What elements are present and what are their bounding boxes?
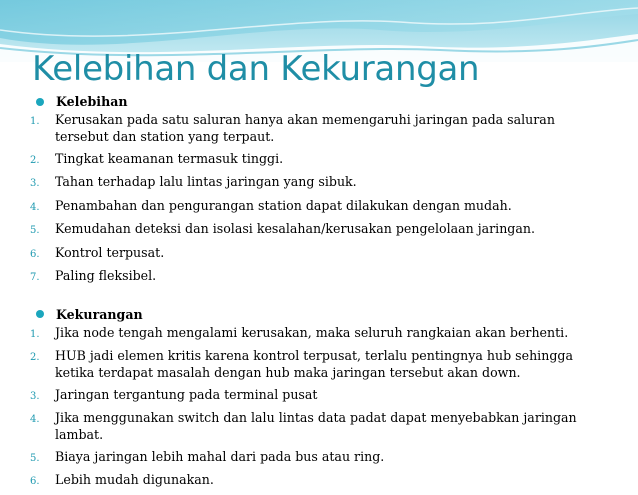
list-item: 7. Paling fleksibel. (30, 268, 157, 283)
list-item: 1. Jika node tengah mengalami kerusakan, maka seluruh rangkaian akan berhenti. (30, 324, 569, 340)
list-item: 4. Penambahan dan pengurangan station dapat dilakukan dengan mudah. (30, 197, 512, 213)
bullet-dot-icon (36, 310, 44, 318)
slide-title: Kelebihan dan Kekurangan (32, 49, 480, 89)
section-heading-kekurangan: Kekurangan (30, 305, 610, 324)
section-heading-kelebihan: Kelebihan (30, 92, 610, 111)
bullet-dot-icon (36, 98, 44, 106)
list-item: 2. Tingkat keamanan termasuk tinggi. (30, 150, 284, 166)
list-item: 2. HUB jadi elemen kritis karena kontrol terpusat, terlalu pentingnya hub sehingga ketika terdapat masalah dengan hub maka jaringan tersebut akan down. (30, 348, 573, 380)
list-item: 4. Jika menggunakan switch dan lalu lintas data padat dapat menyebabkan jaringan lambat. (30, 410, 577, 442)
list-item: 6. Lebih mudah digunakan. (30, 472, 214, 487)
list-item: 1. Kerusakan pada satu saluran hanya akan memengaruhi jaringan pada saluran tersebut dan station yang terpaut. (30, 112, 555, 144)
slide-body (30, 92, 610, 495)
list-item: 5. Kemudahan deteksi dan isolasi kesalahan/kerusakan pengelolaan jaringan. (30, 221, 535, 236)
list-item: 6. Kontrol terpusat. (30, 244, 165, 260)
list-item: 3. Jaringan tergantung pada terminal pusat (30, 386, 318, 402)
list-item: 3. Tahan terhadap lalu lintas jaringan yang sibuk. (30, 174, 357, 189)
list-item: 5. Biaya jaringan lebih mahal dari pada bus atau ring. (30, 448, 385, 464)
